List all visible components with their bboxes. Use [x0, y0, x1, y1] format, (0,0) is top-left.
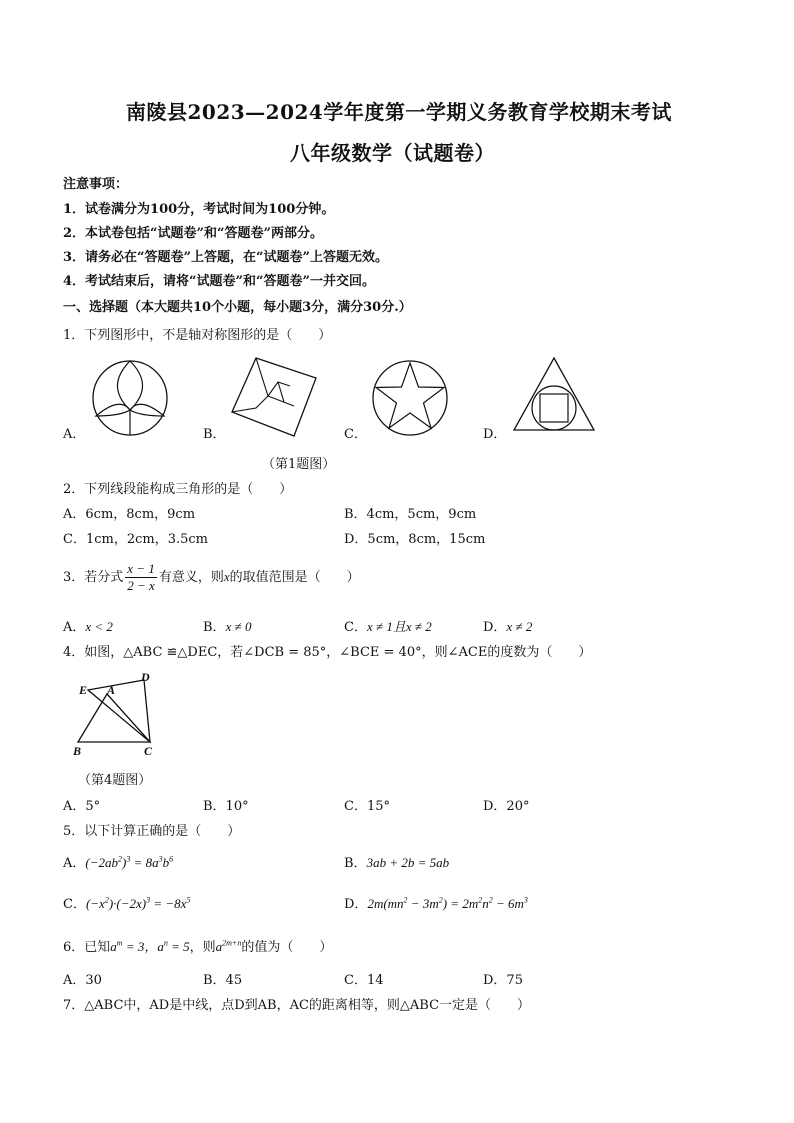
q3-option-d: D．x ≠ 2	[483, 619, 533, 635]
q4-point-e: E	[79, 683, 88, 697]
q2-stem: 2．下列线段能构成三角形的是（ ）	[63, 482, 293, 497]
q1-label-b: B．	[203, 427, 226, 442]
notice-item-2: 2．本试卷包括“试题卷”和“答题卷”两部分。	[63, 226, 323, 241]
q6-option-c: C．14	[344, 973, 384, 988]
q1-stem: 1．下列图形中，不是轴对称图形的是（ ）	[63, 328, 332, 343]
q3-option-c: C．x ≠ 1且x ≠ 2	[344, 619, 432, 635]
q2-option-b: B．4cm，5cm，9cm	[344, 507, 477, 522]
q1-figure-d	[512, 356, 596, 436]
q5-option-b: B．3ab + 2b = 5ab	[344, 855, 450, 871]
q3-frac-num: x − 1	[127, 561, 155, 576]
q4-point-d: D	[141, 670, 150, 684]
q3-stem	[63, 561, 360, 594]
notice-item-1: 1．试卷满分为100分，考试时间为100分钟。	[63, 202, 335, 217]
q4-figure	[74, 672, 164, 752]
q4-caption: （第4题图）	[78, 773, 152, 788]
q3-stem-post: 有意义，则	[158, 570, 224, 585]
q4-point-b: B	[73, 744, 82, 758]
exam-subtitle: 八年级数学（试题卷）	[290, 141, 495, 165]
q3-stem-end: 的取值范围是（ ）	[229, 570, 360, 585]
q6-option-a: A．30	[63, 973, 102, 988]
q1-label-a: A．	[63, 427, 86, 442]
q7-stem: 7．△ABC中，AD是中线，点D到AB，AC的距离相等，则△ABC一定是（ ）	[63, 998, 531, 1013]
q3-option-a: A．x < 2	[63, 619, 113, 635]
q1-figure-c	[370, 358, 450, 438]
q1-label-c: C．	[344, 427, 367, 442]
q6-stem: 6．已知$a^m = 3$，$a^n = 5$，则$a^{2m+n}$的值为（ ）	[63, 938, 333, 955]
q1-figure-a	[90, 358, 170, 438]
q1-figure-b	[228, 356, 318, 436]
q5-option-d: D．$2m(mn^2 - 3m^2) = 2m^2n^2 - 6m^3$	[344, 895, 528, 912]
q3-option-b: B．x ≠ 0	[203, 619, 252, 635]
q3-var: x	[223, 569, 230, 584]
q4-option-d: D．20°	[483, 799, 530, 814]
q1-caption: （第1题图）	[262, 457, 336, 472]
q1-label-d: D．	[483, 427, 507, 442]
q5-option-c: C．$(-x^2)\cdot(-2x)^3 = -8x^5$	[63, 895, 191, 912]
q4-option-a: A．5°	[63, 799, 101, 814]
q4-point-c: C	[144, 744, 153, 758]
q3-fraction	[125, 561, 157, 594]
q4-stem: 4．如图，△ABC ≌△DEC，若∠DCB = 85°，∠BCE = 40°，则∠ACE的度数为（ ）	[63, 645, 592, 660]
section-1-heading: 一、选择题（本大题共10个小题，每小题3分，满分30分.）	[63, 300, 412, 315]
q4-option-c: C．15°	[344, 799, 390, 814]
notice-item-3: 3．请务必在“答题卷”上答题，在“试题卷”上答题无效。	[63, 250, 388, 265]
exam-title: 南陵县2023—2024学年度第一学期义务教育学校期末考试	[126, 100, 672, 124]
q4-point-a: A	[107, 683, 116, 697]
q6-option-b: B．45	[203, 973, 243, 988]
q2-option-d: D．5cm，8cm，15cm	[344, 532, 486, 547]
q5-stem: 5．以下计算正确的是（ ）	[63, 824, 241, 839]
q4-option-b: B．10°	[203, 799, 249, 814]
notice-item-4: 4．考试结束后，请将“试题卷”和“答题卷”一并交回。	[63, 274, 375, 289]
q5-option-a: A．$(-2ab^2)^3 = 8a^3b^6$	[63, 854, 174, 871]
notice-heading: 注意事项：	[63, 177, 129, 192]
q6-option-d: D．75	[483, 973, 523, 988]
q3-frac-den: 2 − x	[127, 578, 155, 593]
q2-option-a: A．6cm，8cm，9cm	[63, 507, 196, 522]
q2-option-c: C．1cm，2cm，3.5cm	[63, 532, 208, 547]
q3-stem-pre: 3．若分式	[63, 570, 124, 585]
